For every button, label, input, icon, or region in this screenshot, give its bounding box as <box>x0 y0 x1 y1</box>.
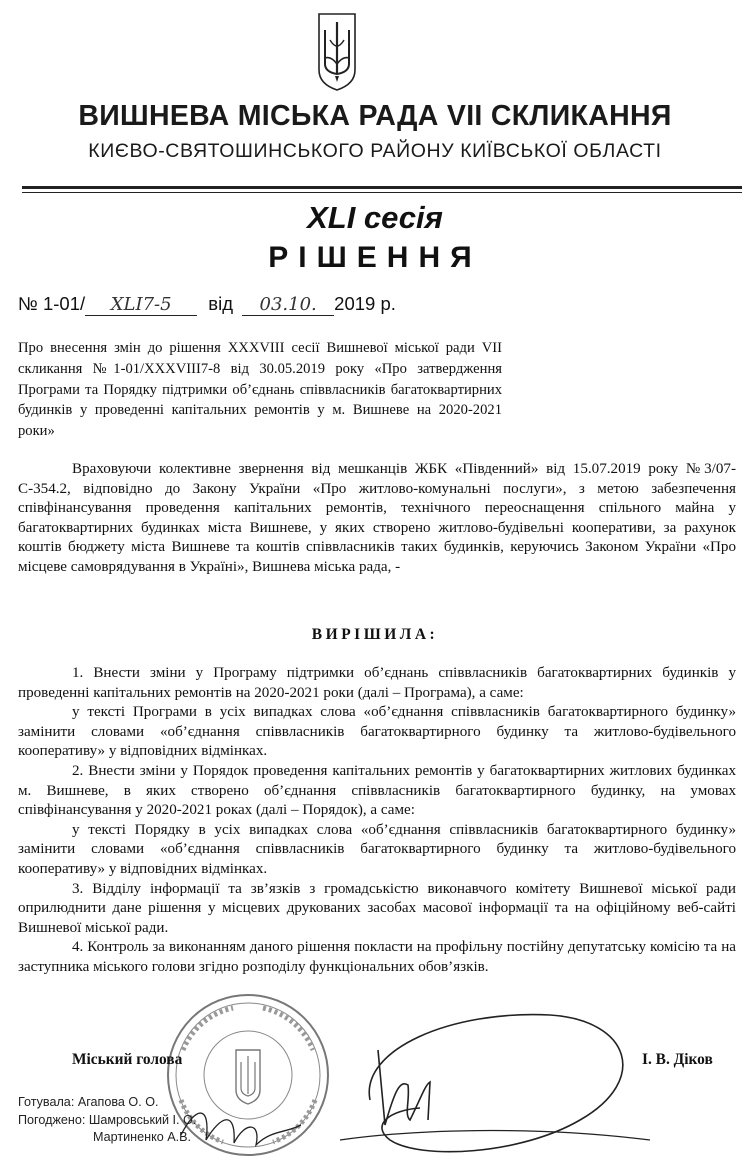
header-divider-thick <box>22 186 742 189</box>
decision-items <box>18 664 736 978</box>
decision-item-2: 2. Внести зміни у Порядок проведення капітальних ремонтів у багатоквартирних житлових будинках м. Вишневе, в яких створено об’єднання співвласників багатоквартирного будинку, на умовах співфінансування у 2020-2021 роках (далі – Порядок), а саме: <box>18 762 736 819</box>
document-subject: Про внесення змін до рішення XXXVIII сесії Вишневої міської ради VII скликання №1-01/XXXVIII7-8 від 30.05.2019 року «Про затвердження Програми та Порядку підтримки об’єднань співвласників багатоквартирних будинків у проведенні капітальних ремонтів у м. Вишневе на 2020-2021 роки» <box>18 340 502 440</box>
agreed-by: Погоджено: Шамровський І. О. <box>18 1113 197 1127</box>
decision-item-1: 1. Внести зміни у Програму підтримки об’єднань співвласників багатоквартирних будинків у проведенні капітальних ремонтів на 2020-2021 роки (далі – Програма), а саме: <box>18 665 736 701</box>
preamble-paragraph: Враховуючи колективне звернення від мешканців ЖБК «Південний» від 15.07.2019 року №3/07-С-354.2, відповідно до Закону України «Про житлово-комунальні послуги», з метою забезпечення співфінансування проведення капітальних ремонтів, технічного переоснащення спільного майна у багатоквартирних будинках міста Вишневе, у яких створено житлово-будівельні кооперативи, за рахунок коштів бюджету міста Вишневе та коштів співвласників таких будинків, керуючись Законом України «Про місцеве самоврядування в Україні», Вишнева міська рада, - <box>18 461 736 575</box>
session-title: XLI сесія <box>307 200 443 235</box>
signatory-title: Міський голова <box>72 1051 183 1068</box>
document-number-line <box>18 293 396 316</box>
document-type: РІШЕННЯ <box>268 241 482 274</box>
decision-item-2-detail: у тексті Порядку в усіх випадках слова «об’єднання співвласників багатоквартирного будинку» замінити словами «об’єднання співвласників багатоквартирного будинку та житлово-будівельного кооперативу» у відповідних відмінках. <box>18 821 736 877</box>
date-label: від <box>208 293 234 314</box>
signatory-name: І. В. Діков <box>642 1051 713 1068</box>
header-divider-thin <box>22 192 742 193</box>
council-district: КИЄВО-СВЯТОШИНСЬКОГО РАЙОНУ КИЇВСЬКОЇ ОБЛАСТІ <box>88 140 662 162</box>
number-prefix: № 1-01/ <box>18 293 86 314</box>
number-handwritten: XLI7-5 <box>85 294 197 316</box>
coat-of-arms-icon <box>316 12 358 92</box>
date-handwritten: 03.10. <box>242 294 334 316</box>
resolved-heading: ВИРІШИЛА: <box>311 626 439 643</box>
decision-item-1-detail: у тексті Програми в усіх випадках слова «об’єднання співвласників багатоквартирного будинку» замінити словами «об’єднання співвласників багатоквартирного будинку та житлово-будівельного кооперативу» у відповідних відмінках. <box>18 704 736 760</box>
decision-item-4: 4. Контроль за виконанням даного рішення покласти на профільну постійну депутатську комісію та на заступника міського голови згідно розподілу функціональних обов’язків. <box>18 939 736 975</box>
agreed-by-second: Мартиненко А.В. <box>93 1130 192 1144</box>
prepared-by: Готувала: Агапова О. О. <box>18 1095 159 1109</box>
document-year: 2019 р. <box>334 293 396 314</box>
decision-item-3: 3. Відділу інформації та зв’язків з громадськістю виконавчого комітету Вишневої міської ради оприлюднити дане рішення у місцевих друкованих засобах масової інформації та на офіційному веб-сайті Вишневої міської ради. <box>18 880 736 936</box>
handwritten-signature <box>330 990 660 1170</box>
initials-signature <box>176 1095 306 1155</box>
council-name: ВИШНЕВА МІСЬКА РАДА VII СКЛИКАННЯ <box>78 100 672 132</box>
